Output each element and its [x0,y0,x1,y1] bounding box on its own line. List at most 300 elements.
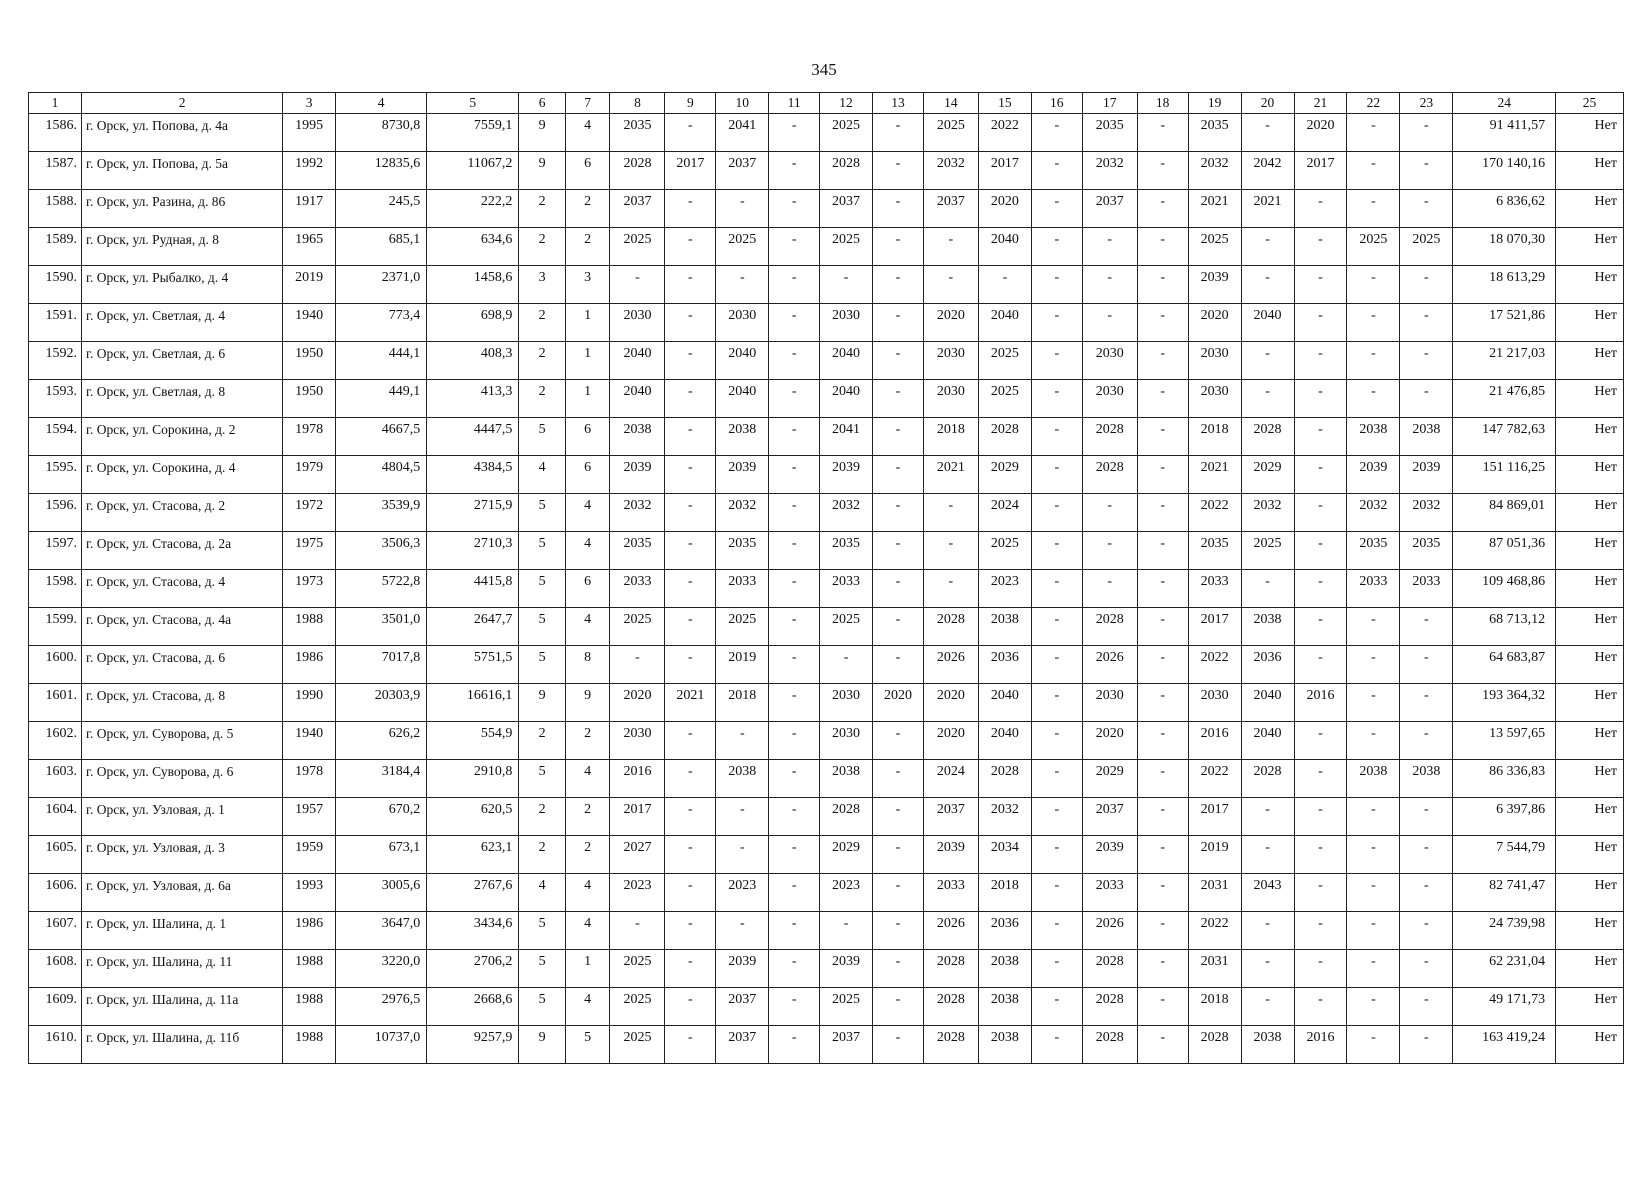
column-header: 16 [1031,93,1082,114]
row-number: 1606. [29,874,82,912]
table-cell: - [1294,418,1347,456]
table-cell: - [1031,722,1082,760]
table-cell: 2715,9 [427,494,519,532]
table-cell: 2025 [820,608,873,646]
row-number: 1603. [29,760,82,798]
table-cell: 2025 [820,988,873,1026]
table-cell: - [873,874,924,912]
table-cell: 2025 [716,608,769,646]
table-cell: 1995 [283,114,336,152]
flag-cell: Нет [1556,114,1624,152]
table-cell: 11067,2 [427,152,519,190]
column-header: 9 [665,93,716,114]
row-number: 1589. [29,228,82,266]
table-cell: - [1400,684,1453,722]
table-cell: - [769,684,820,722]
table-cell: - [1137,342,1188,380]
table-cell: - [1347,190,1400,228]
table-cell: 1917 [283,190,336,228]
table-cell: 2019 [1188,836,1241,874]
flag-cell: Нет [1556,950,1624,988]
table-cell: - [1294,608,1347,646]
table-cell: - [769,912,820,950]
table-cell: - [1031,912,1082,950]
table-cell: 2030 [610,722,665,760]
cost-cell: 147 782,63 [1453,418,1556,456]
table-cell: - [1347,342,1400,380]
table-cell: - [1400,646,1453,684]
table-cell: - [769,988,820,1026]
row-number: 1597. [29,532,82,570]
table-cell: - [1031,532,1082,570]
table-cell: 1 [565,342,609,380]
table-cell: 1993 [283,874,336,912]
table-cell: - [1294,190,1347,228]
table-cell: 2020 [873,684,924,722]
address-cell: г. Орск, ул. Стасова, д. 4а [81,608,282,646]
table-cell: - [1294,380,1347,418]
address-cell: г. Орск, ул. Стасова, д. 2а [81,532,282,570]
table-cell: - [769,494,820,532]
table-cell: 8 [565,646,609,684]
table-cell: 3647,0 [336,912,427,950]
column-header: 19 [1188,93,1241,114]
table-cell: 2035 [1400,532,1453,570]
table-cell: 2038 [1347,418,1400,456]
table-cell: - [1294,456,1347,494]
table-cell: 5722,8 [336,570,427,608]
table-cell: 2040 [1241,304,1294,342]
table-cell: - [1241,798,1294,836]
table-cell: - [665,456,716,494]
table-cell: - [1400,190,1453,228]
table-cell: - [1137,266,1188,304]
table-cell: - [1294,304,1347,342]
table-cell: 2026 [923,912,978,950]
table-cell: - [923,266,978,304]
table-cell: 2647,7 [427,608,519,646]
table-cell: - [1347,266,1400,304]
table-cell: - [1294,228,1347,266]
row-number: 1588. [29,190,82,228]
table-cell: 2035 [716,532,769,570]
table-cell: 2030 [1082,684,1137,722]
table-cell: 2040 [978,684,1031,722]
table-cell: - [1347,646,1400,684]
flag-cell: Нет [1556,988,1624,1026]
table-cell: - [769,570,820,608]
column-header: 13 [873,93,924,114]
table-cell: 2030 [716,304,769,342]
table-cell: 2030 [1188,684,1241,722]
address-cell: г. Орск, ул. Сорокина, д. 4 [81,456,282,494]
table-cell: 2037 [1082,190,1137,228]
table-cell: 2018 [978,874,1031,912]
table-cell: 3434,6 [427,912,519,950]
table-cell: 2032 [820,494,873,532]
row-number: 1609. [29,988,82,1026]
table-cell: - [1400,1026,1453,1064]
table-cell: 2043 [1241,874,1294,912]
table-cell: - [665,342,716,380]
flag-cell: Нет [1556,304,1624,342]
table-cell: 2025 [923,114,978,152]
table-cell: 2021 [1241,190,1294,228]
table-cell: 2910,8 [427,760,519,798]
table-cell: 3539,9 [336,494,427,532]
table-cell: - [1294,874,1347,912]
table-cell: 2016 [1294,684,1347,722]
address-cell: г. Орск, ул. Узловая, д. 1 [81,798,282,836]
table-cell: 2 [565,190,609,228]
table-cell: 2 [519,304,566,342]
table-cell: 2033 [610,570,665,608]
cost-cell: 193 364,32 [1453,684,1556,722]
table-cell: 2039 [1400,456,1453,494]
table-cell: 4 [519,456,566,494]
table-cell: - [1400,874,1453,912]
cost-cell: 49 171,73 [1453,988,1556,1026]
table-cell: 2030 [1188,380,1241,418]
table-cell: 2 [519,836,566,874]
table-cell: 2021 [1188,456,1241,494]
address-cell: г. Орск, ул. Стасова, д. 2 [81,494,282,532]
table-cell: 5 [519,532,566,570]
row-number: 1600. [29,646,82,684]
row-number: 1602. [29,722,82,760]
table-cell: - [1082,266,1137,304]
table-cell: 2035 [1082,114,1137,152]
table-cell: 1972 [283,494,336,532]
table-cell: - [1347,684,1400,722]
table-cell: - [769,532,820,570]
table-cell: - [1400,380,1453,418]
table-cell: 670,2 [336,798,427,836]
table-cell: 2041 [820,418,873,456]
row-number: 1592. [29,342,82,380]
cost-cell: 6 836,62 [1453,190,1556,228]
table-cell: 2 [519,342,566,380]
table-cell: 2033 [1082,874,1137,912]
table-cell: 2038 [716,760,769,798]
address-cell: г. Орск, ул. Светлая, д. 6 [81,342,282,380]
table-cell: 2038 [1347,760,1400,798]
table-cell: 2035 [1188,532,1241,570]
table-cell: - [873,646,924,684]
table-cell: 2025 [716,228,769,266]
table-cell: 4667,5 [336,418,427,456]
table-cell: 4 [519,874,566,912]
table-cell: 2037 [1082,798,1137,836]
column-header: 20 [1241,93,1294,114]
table-cell: 623,1 [427,836,519,874]
table-cell: - [1137,570,1188,608]
table-cell: 10737,0 [336,1026,427,1064]
row-number: 1594. [29,418,82,456]
table-cell: 2025 [610,950,665,988]
table-cell: - [873,152,924,190]
table-cell: 4 [565,608,609,646]
table-cell: - [665,570,716,608]
table-cell: 2018 [923,418,978,456]
table-cell: 2032 [1188,152,1241,190]
table-cell: - [1031,836,1082,874]
table-cell: 1992 [283,152,336,190]
cost-cell: 87 051,36 [1453,532,1556,570]
table-cell: 1978 [283,418,336,456]
table-cell: - [665,836,716,874]
table-cell: 2037 [820,1026,873,1064]
table-cell: - [1031,874,1082,912]
table-row [29,418,1624,456]
cost-cell: 68 713,12 [1453,608,1556,646]
table-cell: - [1082,532,1137,570]
table-cell: 1950 [283,342,336,380]
table-cell: 2976,5 [336,988,427,1026]
table-cell: 2028 [923,608,978,646]
table-cell: 4 [565,494,609,532]
table-cell: 2025 [610,988,665,1026]
table-cell: 2028 [1082,418,1137,456]
table-cell: 2025 [978,532,1031,570]
flag-cell: Нет [1556,760,1624,798]
address-cell: г. Орск, ул. Стасова, д. 8 [81,684,282,722]
column-header: 2 [81,93,282,114]
table-row [29,988,1624,1026]
table-row [29,646,1624,684]
cost-cell: 13 597,65 [1453,722,1556,760]
table-cell: 4 [565,988,609,1026]
table-cell: 2020 [610,684,665,722]
housing-table [28,92,1624,1064]
table-cell: - [1031,684,1082,722]
table-cell: 444,1 [336,342,427,380]
cost-cell: 109 468,86 [1453,570,1556,608]
table-cell: - [610,646,665,684]
table-cell: - [1137,874,1188,912]
table-cell: 2037 [610,190,665,228]
table-cell: - [1137,684,1188,722]
table-cell: - [1347,114,1400,152]
cost-cell: 64 683,87 [1453,646,1556,684]
table-cell: 2026 [923,646,978,684]
row-number: 1607. [29,912,82,950]
table-cell: 2037 [716,152,769,190]
table-cell: 1988 [283,950,336,988]
table-cell: 5 [565,1026,609,1064]
table-cell: 6 [565,456,609,494]
table-cell: 2030 [1188,342,1241,380]
table-cell: 9 [519,152,566,190]
table-cell: - [1241,950,1294,988]
table-row [29,532,1624,570]
table-cell: 2039 [716,950,769,988]
address-cell: г. Орск, ул. Узловая, д. 6а [81,874,282,912]
table-cell: 4 [565,114,609,152]
table-cell: 1950 [283,380,336,418]
table-cell: 1986 [283,646,336,684]
flag-cell: Нет [1556,874,1624,912]
table-cell: 2021 [1188,190,1241,228]
flag-cell: Нет [1556,684,1624,722]
table-cell: 2018 [1188,988,1241,1026]
table-cell: - [1137,988,1188,1026]
table-cell: 9 [519,114,566,152]
table-cell: - [716,912,769,950]
table-cell: 3501,0 [336,608,427,646]
table-cell: - [716,266,769,304]
table-cell: 408,3 [427,342,519,380]
address-cell: г. Орск, ул. Шалина, д. 1 [81,912,282,950]
table-cell: 2017 [610,798,665,836]
table-cell: - [769,722,820,760]
table-cell: - [1137,912,1188,950]
table-cell: - [769,950,820,988]
flag-cell: Нет [1556,722,1624,760]
row-number: 1587. [29,152,82,190]
table-cell: - [665,646,716,684]
table-cell: - [1137,456,1188,494]
table-cell: 2028 [923,950,978,988]
table-cell: - [665,494,716,532]
table-cell: 5751,5 [427,646,519,684]
table-row [29,266,1624,304]
table-cell: - [665,304,716,342]
table-cell: 554,9 [427,722,519,760]
column-header: 4 [336,93,427,114]
table-cell: 2019 [716,646,769,684]
table-cell: - [1347,950,1400,988]
flag-cell: Нет [1556,532,1624,570]
table-cell: - [820,646,873,684]
table-cell: - [1400,988,1453,1026]
table-row [29,494,1624,532]
table-row [29,380,1624,418]
table-cell: - [1031,304,1082,342]
table-cell: 2020 [978,190,1031,228]
table-cell: - [1294,950,1347,988]
table-cell: 5 [519,494,566,532]
table-cell: 2022 [1188,494,1241,532]
table-cell: 1988 [283,988,336,1026]
flag-cell: Нет [1556,1026,1624,1064]
column-header: 12 [820,93,873,114]
table-cell: 2030 [820,304,873,342]
table-cell: - [1031,380,1082,418]
table-row [29,304,1624,342]
table-cell: - [769,456,820,494]
table-row [29,570,1624,608]
table-cell: - [1137,114,1188,152]
table-cell: - [1400,836,1453,874]
table-cell: - [873,988,924,1026]
table-cell: 2040 [820,342,873,380]
table-cell: 5 [519,988,566,1026]
table-cell: 3 [519,266,566,304]
table-cell: - [873,304,924,342]
table-cell: 1988 [283,608,336,646]
table-row [29,152,1624,190]
address-cell: г. Орск, ул. Суворова, д. 5 [81,722,282,760]
table-cell: 2710,3 [427,532,519,570]
table-cell: 2025 [1400,228,1453,266]
table-cell: - [1347,608,1400,646]
table-cell: - [1294,722,1347,760]
table-cell: 2028 [1082,1026,1137,1064]
table-cell: - [873,266,924,304]
table-cell: 9257,9 [427,1026,519,1064]
row-number: 1598. [29,570,82,608]
table-cell: 2025 [1241,532,1294,570]
address-cell: г. Орск, ул. Разина, д. 86 [81,190,282,228]
table-cell: - [1294,532,1347,570]
table-cell: 2037 [820,190,873,228]
table-cell: 2038 [610,418,665,456]
table-cell: 2025 [610,608,665,646]
table-cell: 2032 [1241,494,1294,532]
table-cell: - [1137,494,1188,532]
table-cell: 6 [565,418,609,456]
table-cell: - [665,532,716,570]
table-cell: 2028 [820,152,873,190]
table-cell: 2028 [1241,760,1294,798]
table-cell: 1 [565,380,609,418]
table-cell: - [1031,950,1082,988]
table-cell: 2037 [923,190,978,228]
table-cell: 2032 [1347,494,1400,532]
table-cell: 1458,6 [427,266,519,304]
table-cell: 2033 [1188,570,1241,608]
table-cell: - [716,798,769,836]
table-cell: 1965 [283,228,336,266]
table-cell: 5 [519,608,566,646]
table-cell: - [873,722,924,760]
flag-cell: Нет [1556,456,1624,494]
table-cell: - [1400,722,1453,760]
column-header: 15 [978,93,1031,114]
table-cell: 2025 [820,114,873,152]
table-cell: - [1241,570,1294,608]
table-cell: 5 [519,418,566,456]
table-cell: 2035 [610,532,665,570]
column-header: 3 [283,93,336,114]
table-row [29,190,1624,228]
table-cell: - [1347,912,1400,950]
table-cell: - [1137,646,1188,684]
flag-cell: Нет [1556,418,1624,456]
table-cell: 2040 [1241,684,1294,722]
row-number: 1605. [29,836,82,874]
flag-cell: Нет [1556,494,1624,532]
table-cell: - [665,760,716,798]
table-cell: 2032 [923,152,978,190]
table-cell: 4 [565,912,609,950]
table-cell: 245,5 [336,190,427,228]
table-cell: 4384,5 [427,456,519,494]
table-cell: - [873,532,924,570]
column-header: 25 [1556,93,1624,114]
table-cell: - [1241,266,1294,304]
table-row [29,760,1624,798]
table-cell: 2020 [1188,304,1241,342]
table-cell: 2039 [923,836,978,874]
table-cell: 9 [519,1026,566,1064]
row-number: 1591. [29,304,82,342]
table-cell: - [769,266,820,304]
flag-cell: Нет [1556,646,1624,684]
cost-cell: 163 419,24 [1453,1026,1556,1064]
table-row [29,722,1624,760]
